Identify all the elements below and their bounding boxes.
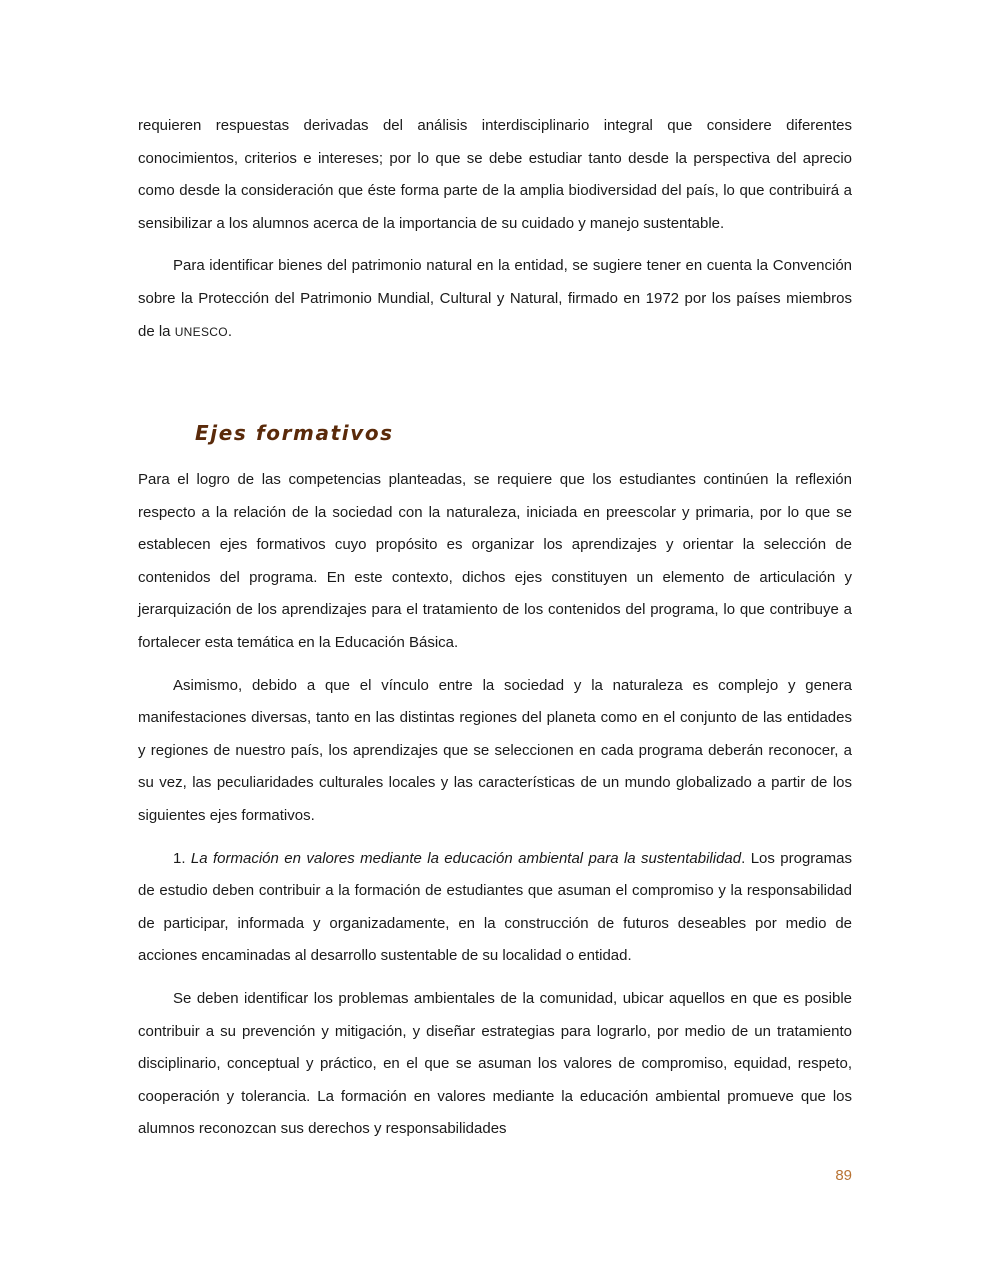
eje-number: 1. [173, 849, 191, 867]
page-number: 89 [835, 1167, 852, 1184]
paragraph-patrimonio-text: Para identificar bienes del patrimonio natural en la entidad, se sugiere tener en cuenta la Convención sobre la Protección del Patrimonio Mundial, Cultural y Natural, firmado en 1972 por los países miembros de la [138, 257, 852, 340]
paragraph-problemas-ambientales: Se deben identificar los problemas ambientales de la comunidad, ubicar aquellos en que es posible contribuir a su prevención y mitigación, y diseñar estrategias para lograrlo, por medio de un tratamiento disciplinario, conceptual y práctico, en el que se asuman los valores de compromiso, equidad, respeto, cooperación y tolerancia. La formación en valores mediante la educación ambiental promueve que los alumnos reconozcan sus derechos y responsabilidades [138, 989, 852, 1138]
eje-description: . Los programas de estudio deben contribuir a la formación de estudiantes que asuman el compromiso y la responsabilidad de participar, informada y organizadamente, en la construcción de futuros deseables por medio de acciones encaminadas al desarrollo sustentable de su localidad o entidad. [138, 849, 852, 965]
paragraph-asimismo: Asimismo, debido a que el vínculo entre la sociedad y la naturaleza es complejo y genera manifestaciones diversas, tanto en las distintas regiones del planeta como en el conjunto de las entidades y regiones de nuestro país, los aprendizajes que se seleccionen en cada programa deberán reconocer, a su vez, las peculiaridades culturales locales y las características de un mundo globalizado a partir de los siguientes ejes formativos. [138, 676, 852, 824]
document-page [138, 110, 852, 1138]
paragraph-patrimonio [138, 250, 852, 348]
section-heading: Ejes formativos [195, 421, 394, 445]
section-ejes-formativos [138, 464, 852, 1146]
unesco-acronym: UNESCO [174, 324, 228, 339]
paragraph-eje-1 [138, 843, 852, 973]
paragraph-competencias: Para el logro de las competencias planteadas, se requiere que los estudiantes continúen la reflexión respecto a la relación de la sociedad con la naturaleza, iniciada en preescolar y primaria, por lo que se establecen ejes formativos cuyo propósito es organizar los aprendizajes y orientar la selección de contenidos del programa. En este contexto, dichos ejes constituyen un elemento de articulación y jerarquización de los aprendizajes para el tratamiento de los contenidos del programa, lo que contribuye a fortalecer esta temática en la Educación Básica. [138, 471, 852, 651]
paragraph-continuation: requieren respuestas derivadas del análisis interdisciplinario integral que considere diferentes conocimientos, criterios e intereses; por lo que se debe estudiar tanto desde la perspectiva del aprecio como desde la consideración que éste forma parte de la amplia biodiversidad del país, lo que contribuirá a sensibilizar a los alumnos acerca de la importancia de su cuidado y manejo sustentable. [138, 117, 852, 232]
paragraph-patrimonio-end: . [227, 322, 233, 340]
eje-title: La formación en valores mediante la educación ambiental para la sustentabilidad [190, 849, 742, 867]
